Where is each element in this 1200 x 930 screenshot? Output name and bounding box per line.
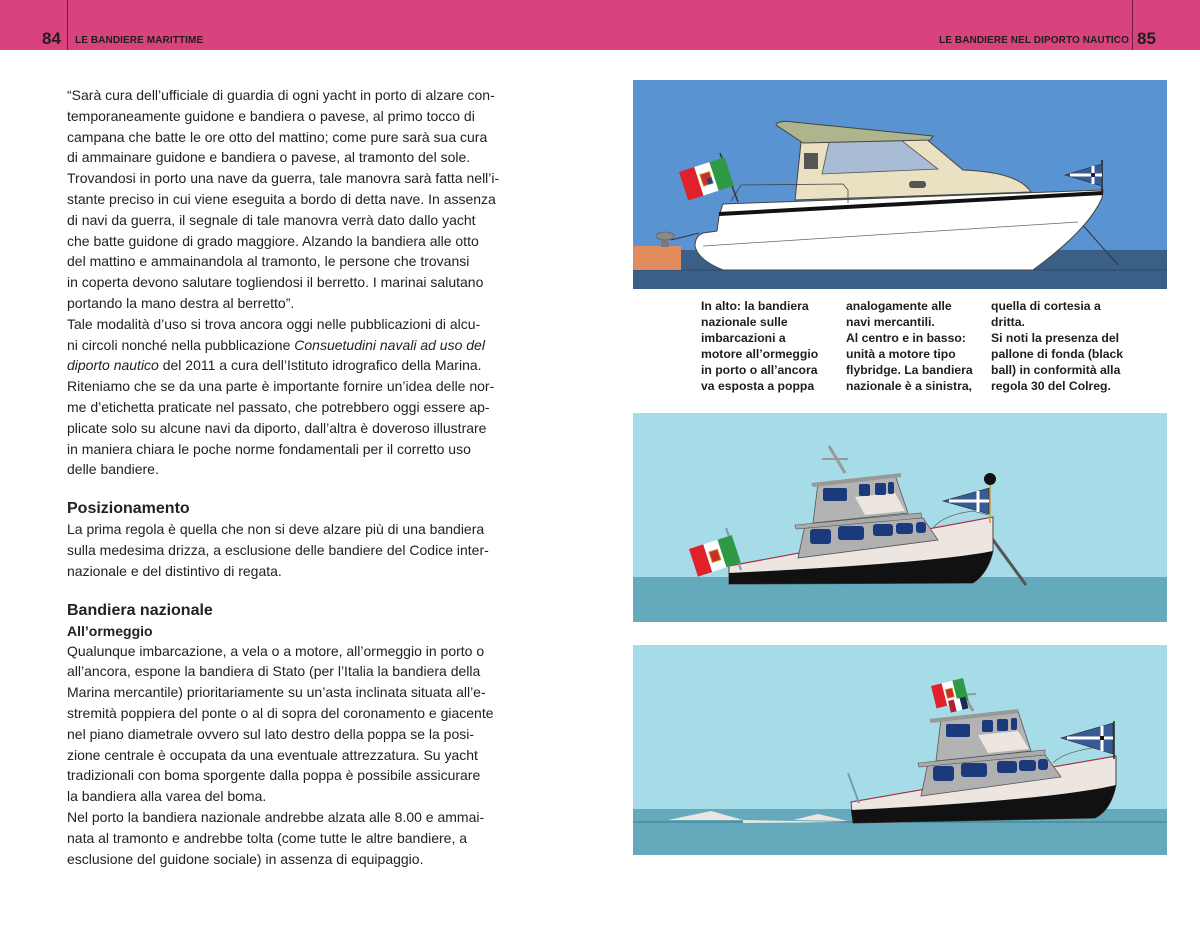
quote-line: di ammainare guidone e bandiera o pavese, al tramonto del sole. bbox=[67, 149, 471, 166]
text-line: stremità poppiera del ponte o al di sopra del coronamento e giacente bbox=[67, 704, 494, 721]
publication-title: Consuetudini navali ad uso del bbox=[294, 336, 485, 353]
quote-line: del mattino e ammainandola al tramonto, le persone che trovansi bbox=[67, 253, 470, 270]
caption-line: Al centro e in basso: bbox=[846, 331, 966, 345]
text-line: del 2011 a cura dell’Istituto idrografico della Marina. bbox=[158, 357, 482, 374]
caption-line: unità a motore tipo bbox=[846, 347, 956, 361]
caption-line: quella di cortesia a bbox=[991, 299, 1101, 313]
caption-column-2 bbox=[846, 298, 973, 394]
section-heading-bandiera-nazionale: Bandiera nazionale bbox=[67, 601, 213, 619]
caption-line: imbarcazioni a bbox=[701, 331, 786, 345]
text-line: in maniera chiara le poche norme fondamentali per il corretto uso bbox=[67, 440, 471, 457]
caption-line: regola 30 del Colreg. bbox=[991, 379, 1111, 393]
quote-line: stante preciso in cui viene eseguita a bordo di detta nave. In assenza bbox=[67, 190, 496, 207]
quote-line: di navi da guerra, il segnale di tale manovra verrà dato dallo yacht bbox=[67, 211, 476, 228]
right-page-number: 85 bbox=[1137, 29, 1156, 48]
posizionamento-paragraph bbox=[67, 519, 501, 581]
caption-line: In alto: la bandiera bbox=[701, 299, 809, 313]
caption-line: nazionale sulle bbox=[701, 315, 788, 329]
caption-line: analogamente alle bbox=[846, 299, 952, 313]
caption-line: nazionale è a sinistra, bbox=[846, 379, 972, 393]
quote-line: “Sarà cura dell’ufficiale di guardia di ogni yacht in porto di alzare con- bbox=[67, 87, 495, 103]
intro-paragraph bbox=[67, 376, 501, 480]
text-line: ni circoli nonché nella pubblicazione bbox=[67, 336, 295, 353]
section-heading-posizionamento: Posizionamento bbox=[67, 500, 190, 518]
text-line: Tale modalità d’uso si trova ancora oggi nelle pubblicazioni di alcu- bbox=[67, 315, 481, 332]
dock bbox=[633, 246, 681, 270]
caption-column-1 bbox=[701, 298, 818, 394]
caption-line: in porto o all’ancora bbox=[701, 363, 818, 377]
right-running-title: LE BANDIERE NEL DIPORTO NAUTICO bbox=[939, 35, 1129, 46]
text-line: nazionale e del distintivo di regata. bbox=[67, 562, 282, 579]
illustration-flybridge-at-anchor bbox=[633, 413, 1167, 622]
text-line: Qualunque imbarcazione, a vela o a motore, all’ormeggio in porto o bbox=[67, 642, 485, 659]
text-line: sulla medesima drizza, a esclusione delle bandiere del Codice inter- bbox=[67, 541, 489, 558]
quote-line: campana che batte le ore otto del mattino; come pure sarà sua cura bbox=[67, 128, 488, 145]
caption-line: dritta. bbox=[991, 315, 1025, 329]
text-line: La prima regola è quella che non si deve alzare più di una bandiera bbox=[67, 521, 485, 538]
text-line: delle bandiere. bbox=[67, 461, 159, 478]
caption-line: navi mercantili. bbox=[846, 315, 935, 329]
caption-line: ball) in conformità alla bbox=[991, 363, 1121, 377]
porthole bbox=[909, 181, 926, 188]
left-page-body bbox=[67, 85, 501, 869]
caption-line: flybridge. La bandiera bbox=[846, 363, 973, 377]
text-line: esclusione del guidone sociale) in assenza di equipaggio. bbox=[67, 850, 424, 867]
header-divider-right bbox=[1132, 0, 1133, 50]
quote-line: temporaneamente guidone e bandiera o pavese, al primo tocco di bbox=[67, 107, 475, 124]
caption-line: va esposta a poppa bbox=[701, 379, 815, 393]
ormeggio-paragraph bbox=[67, 641, 501, 807]
cabin-window bbox=[804, 153, 818, 169]
text-line: tradizionali con boma sporgente dalla poppa è possibile assicurare bbox=[67, 767, 481, 784]
text-line: Riteniamo che se da una parte è importante fornire un’idea delle nor- bbox=[67, 378, 495, 395]
text-line: plicate solo su alcune navi da diporto, dall’altra è doveroso illustrare bbox=[67, 419, 487, 436]
caption-line: pallone di fonda (black bbox=[991, 347, 1124, 361]
publication-paragraph bbox=[67, 314, 501, 376]
publication-title: diporto nautico bbox=[67, 357, 159, 374]
text-line: nel piano diametrale ovvero sul lato destro della poppa se la posi- bbox=[67, 725, 475, 742]
header-divider-left bbox=[67, 0, 68, 50]
text-line: all’ancora, espone la bandiera di Stato (per l’Italia la bandiera della bbox=[67, 663, 481, 680]
header-band bbox=[0, 0, 1200, 50]
text-line: zione centrale è occupata da una eventuale attrezzatura. Su yacht bbox=[67, 746, 478, 763]
caption-line: Si noti la presenza del bbox=[991, 331, 1120, 345]
text-line: nata al tramonto e andrebbe tolta (come tutte le altre bandiere, a bbox=[67, 829, 468, 846]
quote-line: Trovandosi in porto una nave da guerra, tale manovra sarà fatta nell’i- bbox=[67, 170, 500, 187]
quote-paragraph bbox=[67, 85, 501, 314]
text-line: Marina mercantile) prioritariamente su un’asta inclinata situata all’e- bbox=[67, 684, 486, 701]
porto-paragraph bbox=[67, 807, 501, 869]
left-running-title: LE BANDIERE MARITTIME bbox=[75, 35, 204, 46]
quote-line: che batte guidone di grado maggiore. Alzando la bandiera alle otto bbox=[67, 232, 479, 249]
caption-line: motore all’ormeggio bbox=[701, 347, 819, 361]
illustration-cruiser-moored bbox=[633, 80, 1167, 289]
black-ball-icon bbox=[984, 473, 996, 485]
text-line: la bandiera alla varea del boma. bbox=[67, 788, 267, 805]
subheading-ormeggio: All’ormeggio bbox=[67, 622, 153, 639]
text-line: Nel porto la bandiera nazionale andrebbe alzata alle 8.00 e ammai- bbox=[67, 808, 485, 825]
illustration-flybridge-underway bbox=[633, 645, 1167, 855]
quote-line: in coperta devono salutare togliendosi il berretto. I marinai salutano bbox=[67, 274, 484, 291]
caption-column-3 bbox=[991, 298, 1123, 394]
quote-line: portando la mano destra al berretto”. bbox=[67, 294, 295, 311]
left-page-number: 84 bbox=[42, 29, 61, 48]
text-line: me d’etichetta praticate nel passato, che potrebbero oggi essere ap- bbox=[67, 398, 490, 415]
